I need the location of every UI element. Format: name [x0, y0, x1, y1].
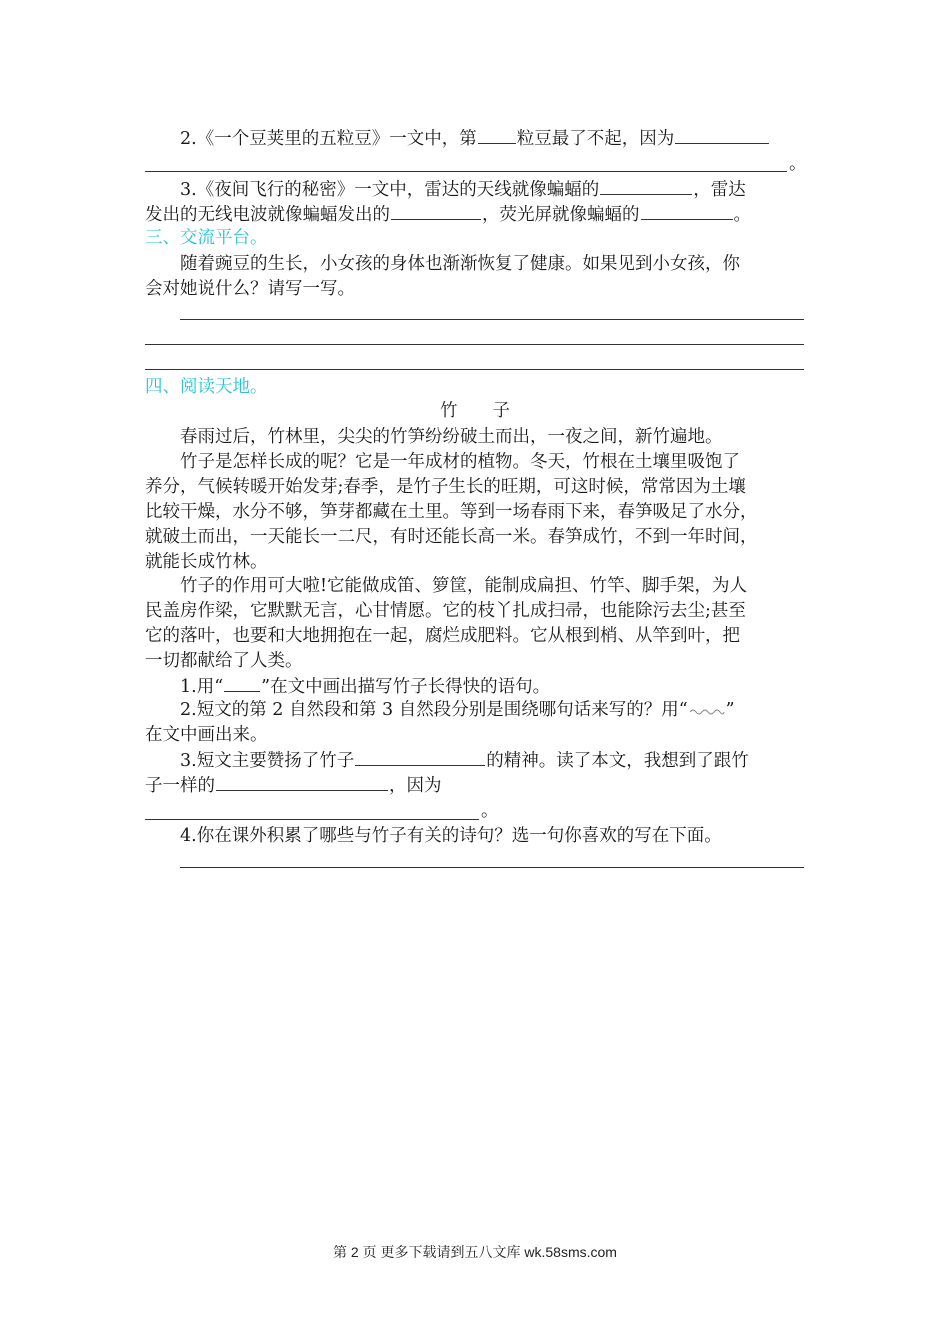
question-text: 3.短文主要赞扬了竹子	[180, 751, 355, 771]
question-2-text-a: 2.《一个豆荚里的五粒豆》一文中，第	[180, 129, 477, 149]
passage-title: 竹 子	[440, 401, 510, 421]
answer-blank	[675, 125, 769, 144]
reading-question-4: 4.你在课外积累了哪些与竹子有关的诗句？选一句你喜欢的写在下面。	[180, 826, 722, 846]
reading-question-2	[180, 697, 735, 723]
passage-line: 民盖房作梁，它默默无言，心甘情愿。它的枝丫扎成扫帚，也能除污去尘;甚至	[145, 601, 746, 621]
reading-question-1	[180, 673, 550, 700]
answer-line	[145, 819, 479, 820]
passage-line: 竹子的作用可大啦!它能做成笛、箩筐，能制成扁担、竹竿、脚手架，为人	[180, 576, 748, 596]
question-text: ”	[725, 700, 735, 720]
wavy-underline-icon	[688, 706, 726, 716]
section-4-heading: 四、阅读天地。	[145, 377, 268, 397]
reading-question-3-end: 。	[481, 801, 499, 821]
question-text: ，因为	[389, 776, 442, 796]
question-3-line-1	[180, 176, 746, 203]
answer-line	[145, 171, 787, 172]
answer-blank	[224, 673, 260, 692]
writing-line	[145, 344, 804, 345]
question-3-text-b: ，雷达	[693, 180, 746, 200]
passage-line: 比较干燥，水分不够，笋芽都藏在土里。等到一场春雨下来，春笋吸足了水分，	[145, 502, 758, 522]
passage-line: 就能长成竹林。	[145, 552, 268, 572]
passage-paragraph-1: 春雨过后，竹林里，尖尖的竹笋纷纷破土而出，一夜之间，新竹遍地。	[180, 427, 723, 447]
section-3-text-1: 随着豌豆的生长，小女孩的身体也渐渐恢复了健康。如果见到小女孩，你	[180, 254, 740, 274]
question-2-line	[180, 125, 770, 152]
reading-question-2-line-2: 在文中画出来。	[145, 725, 268, 745]
question-3-text-d: ，荧光屏就像蝙蝠的	[482, 205, 640, 225]
passage-line: 就破土而出，一天能长一二尺，有时还能长高一米。春笋成竹，不到一年时间，	[145, 527, 758, 547]
question-3-line-2	[145, 201, 751, 228]
question-text: 的精神。读了本文，我想到了跟竹	[486, 751, 749, 771]
reading-question-3	[180, 747, 749, 774]
question-text: ”在文中画出描写竹子长得快的语句。	[261, 677, 551, 697]
question-text: 子一样的	[145, 776, 215, 796]
answer-blank	[391, 201, 481, 220]
answer-blank	[600, 176, 692, 195]
answer-blank	[355, 747, 485, 766]
page-footer: 第 2 页 更多下载请到五八文库 wk.58sms.com	[333, 1244, 617, 1260]
question-3-text-a: 3.《夜间飞行的秘密》一文中，雷达的天线就像蝙蝠的	[180, 180, 600, 200]
question-2-text-b: 粒豆最了不起，因为	[516, 129, 675, 149]
passage-line: 竹子是怎样长成的呢？它是一年成材的植物。冬天，竹根在土壤里吸饱了	[180, 452, 740, 472]
question-text: 2.短文的第 2 自然段和第 3 自然段分别是围绕哪句话来写的？用“	[180, 700, 688, 720]
section-3-heading: 三、交流平台。	[145, 228, 268, 248]
answer-blank	[216, 772, 388, 791]
writing-line	[180, 319, 804, 320]
question-2-end: 。	[789, 154, 807, 174]
section-3-text-2: 会对她说什么？请写一写。	[145, 279, 355, 299]
answer-blank	[641, 201, 733, 220]
reading-question-3-line-2	[145, 772, 442, 799]
passage-line: 它的落叶，也要和大地拥抱在一起，腐烂成肥料。它从根到梢、从竿到叶，把	[145, 626, 740, 646]
question-text: 1.用“	[180, 677, 224, 697]
passage-line: 养分，气候转暖开始发芽;春季，是竹子生长的旺期，可这时候，常常因为土壤	[145, 477, 746, 497]
answer-blank	[478, 125, 516, 144]
question-3-text-end: 。	[733, 205, 751, 225]
passage-line: 一切都献给了人类。	[145, 651, 303, 671]
writing-line	[180, 867, 804, 868]
question-3-text-c: 发出的无线电波就像蝙蝠发出的	[145, 205, 390, 225]
writing-line	[145, 369, 804, 370]
